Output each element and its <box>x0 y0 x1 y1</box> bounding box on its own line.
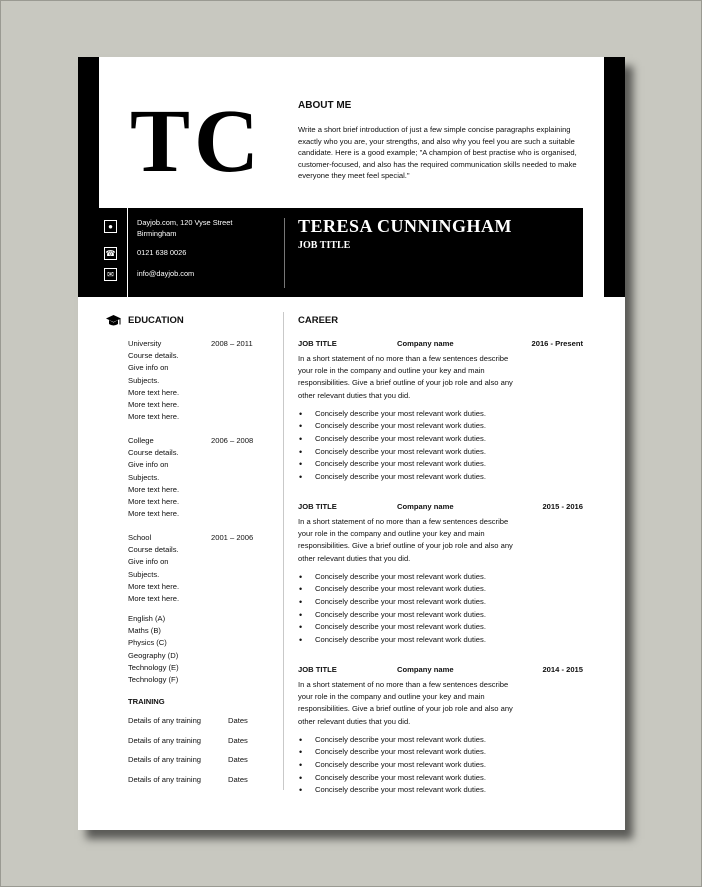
duty-item: • Concisely describe your most relevant work duties. <box>315 621 583 634</box>
monogram: TC <box>130 92 264 191</box>
about-me-heading: ABOUT ME <box>298 100 352 111</box>
grade-item: Geography (D) <box>128 650 179 660</box>
career-dates: 2015 - 2016 <box>542 502 583 511</box>
education-line: Course details. <box>128 351 179 361</box>
education-line: More text here. <box>128 594 180 604</box>
duty-item: • Concisely describe your most relevant work duties. <box>315 784 583 797</box>
candidate-name: TERESA CUNNINGHAM <box>298 216 513 236</box>
career-dates: 2014 - 2015 <box>542 665 583 674</box>
training-details: Details of any training <box>128 716 202 725</box>
education-line: More text here. <box>128 581 180 591</box>
education-line: More text here. <box>128 412 180 422</box>
education-line: More text here. <box>128 509 180 519</box>
duties-list <box>298 571 583 647</box>
contact-phone: 0121 638 0026 <box>137 248 187 257</box>
duties-list <box>298 734 583 797</box>
training-details: Details of any training <box>128 736 202 745</box>
right-black-bar <box>604 57 625 297</box>
candidate-job-title: JOB TITLE <box>298 240 351 251</box>
duty-item: • Concisely describe your most relevant work duties. <box>315 471 583 484</box>
education-line: Give info on <box>128 363 169 373</box>
contact-email: info@dayjob.com <box>137 269 195 278</box>
education-lines <box>128 338 268 423</box>
education-line: Course details. <box>128 545 179 555</box>
education-line: More text here. <box>128 497 180 507</box>
training-dates: Dates <box>228 755 248 764</box>
career-entry <box>298 339 583 483</box>
training-dates: Dates <box>228 716 248 725</box>
career-entry <box>298 665 583 797</box>
duty-item: • Concisely describe your most relevant work duties. <box>315 408 583 421</box>
career-description: In a short statement of no more than a few sentences describe your role in the company and outline your key and main responsibilities. Give a brief outline of your job role and also any other relevant duties that you did. <box>298 354 513 400</box>
career-entry-header <box>298 502 583 514</box>
duty-item: • Concisely describe your most relevant work duties. <box>315 772 583 785</box>
education-heading: EDUCATION <box>128 315 184 326</box>
grade-item: English (A) <box>128 614 166 623</box>
career-job-title: JOB TITLE <box>298 502 337 511</box>
education-line: Subjects. <box>128 375 160 385</box>
duty-item: • Concisely describe your most relevant work duties. <box>315 583 583 596</box>
education-line: School <box>128 533 152 542</box>
duty-item: • Concisely describe your most relevant work duties. <box>315 458 583 471</box>
education-line: College <box>128 436 154 445</box>
graduation-cap-icon <box>106 315 121 327</box>
phone-icon: ☎ <box>105 249 116 258</box>
training-dates: Dates <box>228 775 248 784</box>
education-line: More text here. <box>128 484 180 494</box>
email-icon: ✉ <box>104 268 117 281</box>
education-entry <box>128 532 268 605</box>
contact-address: Dayjob.com, 120 Vyse Street Birmingham <box>137 218 233 238</box>
education-years: 2008 – 2011 <box>211 339 253 348</box>
career-company: Company name <box>397 502 454 511</box>
duty-item: • Concisely describe your most relevant work duties. <box>315 596 583 609</box>
training-heading: TRAINING <box>128 697 165 706</box>
career-description: In a short statement of no more than a few sentences describe your role in the company and outline your key and main responsibilities. Give a brief outline of your job role and also any other relevant duties that you did. <box>298 680 513 726</box>
education-years: 2006 – 2008 <box>211 436 254 445</box>
contact-separator <box>127 208 128 297</box>
career-job-title: JOB TITLE <box>298 339 337 348</box>
training-row <box>128 755 248 764</box>
career-company: Company name <box>397 665 454 674</box>
education-line: Give info on <box>128 460 169 470</box>
career-heading: CAREER <box>298 315 339 326</box>
education-entry <box>128 435 268 520</box>
duty-item: • Concisely describe your most relevant work duties. <box>315 734 583 747</box>
column-divider <box>283 312 284 790</box>
education-line: Subjects. <box>128 472 160 482</box>
duty-item: • Concisely describe your most relevant work duties. <box>315 759 583 772</box>
duty-item: • Concisely describe your most relevant work duties. <box>315 609 583 622</box>
grade-item: Physics (C) <box>128 638 167 648</box>
grade-item: Technology (F) <box>128 675 179 685</box>
education-lines <box>128 435 268 520</box>
education-line: More text here. <box>128 400 180 410</box>
education-line: University <box>128 339 162 348</box>
training-dates: Dates <box>228 736 248 745</box>
education-line: Give info on <box>128 557 169 567</box>
duty-item: • Concisely describe your most relevant work duties. <box>315 634 583 647</box>
duties-list <box>298 408 583 484</box>
career-description: In a short statement of no more than a few sentences describe your role in the company and outline your key and main responsibilities. Give a brief outline of your job role and also any other relevant duties that you did. <box>298 517 513 563</box>
training-row <box>128 775 248 784</box>
duty-item: • Concisely describe your most relevant work duties. <box>315 571 583 584</box>
resume-page <box>78 57 625 830</box>
education-line: More text here. <box>128 387 180 397</box>
career-dates: 2016 - Present <box>531 339 583 348</box>
education-line: Subjects. <box>128 569 160 579</box>
name-divider <box>284 218 285 288</box>
duty-item: • Concisely describe your most relevant work duties. <box>315 746 583 759</box>
career-company: Company name <box>397 339 454 348</box>
contact-banner <box>99 208 583 297</box>
about-me-text: Write a short brief introduction of just a few simple concise paragraphs explaining exactly who you are, your strengths, and also why you feel you are such a suitable candidate. Here is a good example; "A champion of best practise who is organised, customer-focused, and also has the required communication skills needed to make everyone they meet feel special." <box>298 125 577 180</box>
left-black-bar <box>78 57 99 297</box>
grades-list <box>128 613 179 686</box>
career-entry-header <box>298 665 583 677</box>
training-details: Details of any training <box>128 755 202 764</box>
career-entry-header <box>298 339 583 351</box>
duty-item: • Concisely describe your most relevant work duties. <box>315 446 583 459</box>
career-entry <box>298 502 583 646</box>
duty-item: • Concisely describe your most relevant work duties. <box>315 433 583 446</box>
location-pin-icon: ● <box>104 220 117 233</box>
grade-item: Technology (E) <box>128 662 179 672</box>
training-row <box>128 736 248 745</box>
education-entry <box>128 338 268 423</box>
education-line: Course details. <box>128 448 179 458</box>
education-years: 2001 – 2006 <box>211 533 254 542</box>
training-details: Details of any training <box>128 775 202 784</box>
training-row <box>128 716 248 725</box>
career-job-title: JOB TITLE <box>298 665 337 674</box>
duty-item: • Concisely describe your most relevant work duties. <box>315 420 583 433</box>
grade-item: Maths (B) <box>128 626 161 636</box>
